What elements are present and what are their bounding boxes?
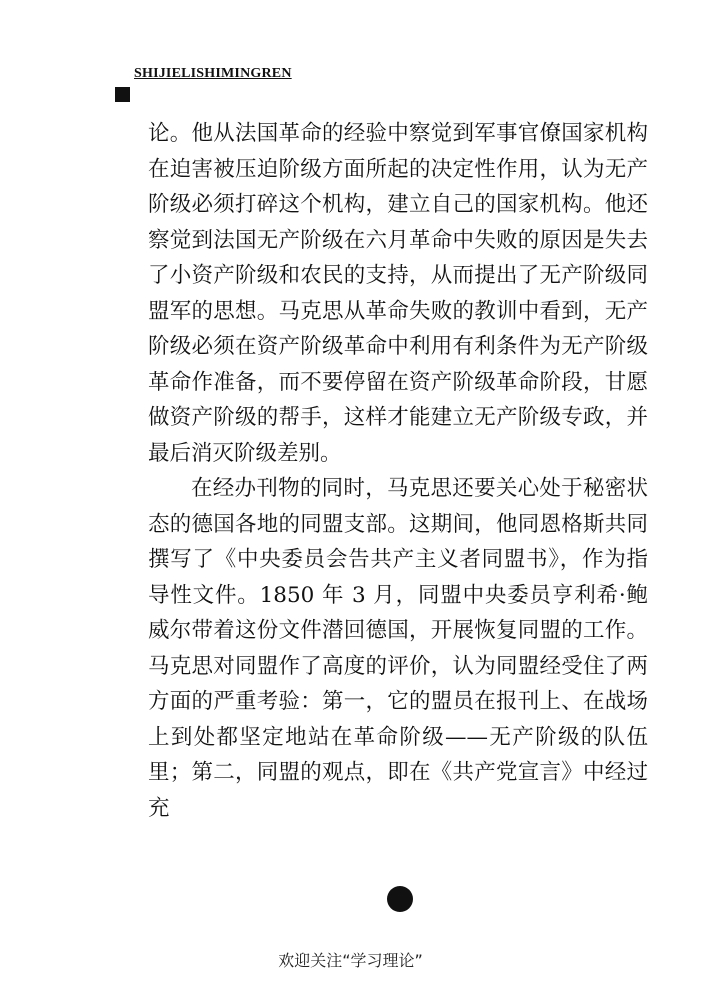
paragraph: 论。他从法国革命的经验中察觉到军事官僚国家机构在迫害被压迫阶级方面所起的决定性作用，认为无产阶级必须打碎这个机构，建立自己的国家机构。他还察觉到法国无产阶级在六月革命中失败的原因是失去了小资产阶级和农民的支持，从而提出了无产阶级同盟军的思想。马克思从革命失败的教训中看到，无产阶级必须在资产阶级革命中利用有利条件为无产阶级革命作准备，而不要停留在资产阶级革命阶段，甘愿做资产阶级的帮手，这样才能建立无产阶级专政，并最后消灭阶级差别。 xyxy=(148,121,648,466)
footer-note: 欢迎关注“学习理论” xyxy=(278,951,423,970)
paragraph: 在经办刊物的同时，马克思还要关心处于秘密状态的德国各地的同盟支部。这期间，他同恩格斯共同撰写了《中央委员会告共产主义者同盟书》，作为指导性文件。1850 年 3 月，同盟中央委员亨利希·鲍威尔带着这份文件潜回德国，开展恢复同盟的工作。马克思对同盟作了高度的评价，认为同盟经受住了两方面的严重考验：第一，它的盟员在报刊上、在战场上到处都坚定地站在革命阶级——无产阶级的队伍里；第二，同盟的观点，即在《共产党宣言》中经过充 xyxy=(148,476,648,821)
header-square-marker xyxy=(115,87,130,102)
body-text xyxy=(148,116,648,826)
page-marker-dot xyxy=(387,886,413,912)
running-header: SHIJIELISHIMINGREN xyxy=(134,66,292,81)
